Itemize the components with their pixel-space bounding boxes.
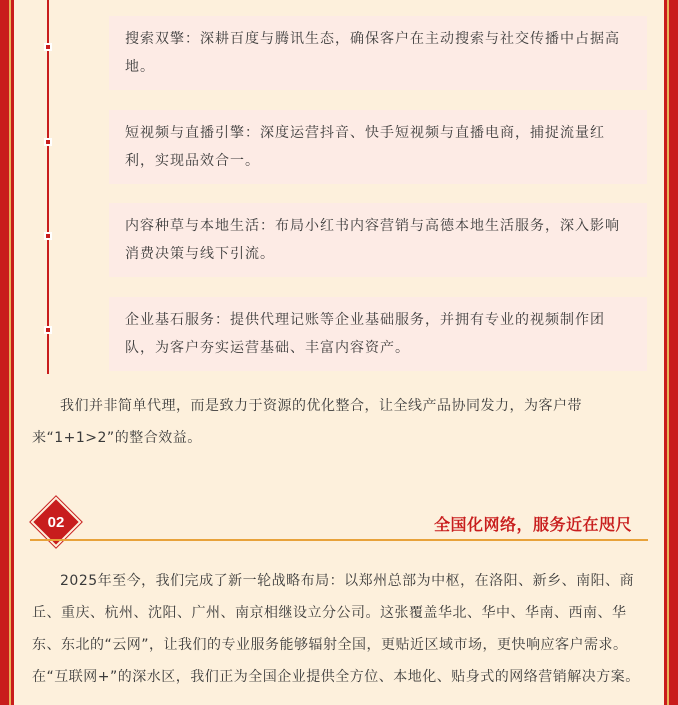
frame-border-left (0, 0, 14, 705)
timeline-marker (44, 232, 52, 240)
service-card-video (109, 110, 647, 184)
timeline-line (47, 0, 49, 374)
frame-border-right (664, 0, 678, 705)
service-card-search (109, 16, 647, 90)
service-card-text: 搜索双擎：深耕百度与腾讯生态，确保客户在主动搜索与社交传播中占据高地。 (125, 31, 620, 75)
section-divider (30, 539, 648, 541)
section-number: 02 (47, 513, 65, 531)
service-card-text: 内容种草与本地生活：布局小红书内容营销与高德本地生活服务，深入影响消费决策与线下引流。 (125, 218, 620, 262)
service-card-text: 短视频与直播引擎：深度运营抖音、快手短视频与直播电商，捕捉流量红利，实现品效合一。 (125, 125, 605, 169)
timeline-marker (44, 138, 52, 146)
service-card-content (109, 203, 647, 277)
service-card-text: 企业基石服务：提供代理记账等企业基础服务，并拥有专业的视频制作团队，为客户夯实运营基础、丰富内容资产。 (125, 312, 605, 356)
section-body-paragraph: 2025年至今，我们完成了新一轮战略布局：以郑州总部为中枢，在洛阳、新乡、南阳、商丘、重庆、杭州、沈阳、广州、南京相继设立分公司。这张覆盖华北、华中、华南、西南、华东、东北的“云网”，让我们的专业服务能够辐射全国，更贴近区域市场，更快响应客户需求。在“互联网+”的深水区，我们正为全国企业提供全方位、本地化、贴身式的网络营销解决方案。 (32, 573, 640, 685)
summary-paragraph: 我们并非简单代理，而是致力于资源的优化整合，让全线产品协同发力，为客户带来“1+1>2”的整合效益。 (32, 398, 582, 446)
timeline-marker (44, 43, 52, 51)
section-title: 全国化网络，服务近在咫尺 (433, 515, 632, 534)
timeline-marker (44, 326, 52, 334)
service-card-foundation (109, 297, 647, 371)
